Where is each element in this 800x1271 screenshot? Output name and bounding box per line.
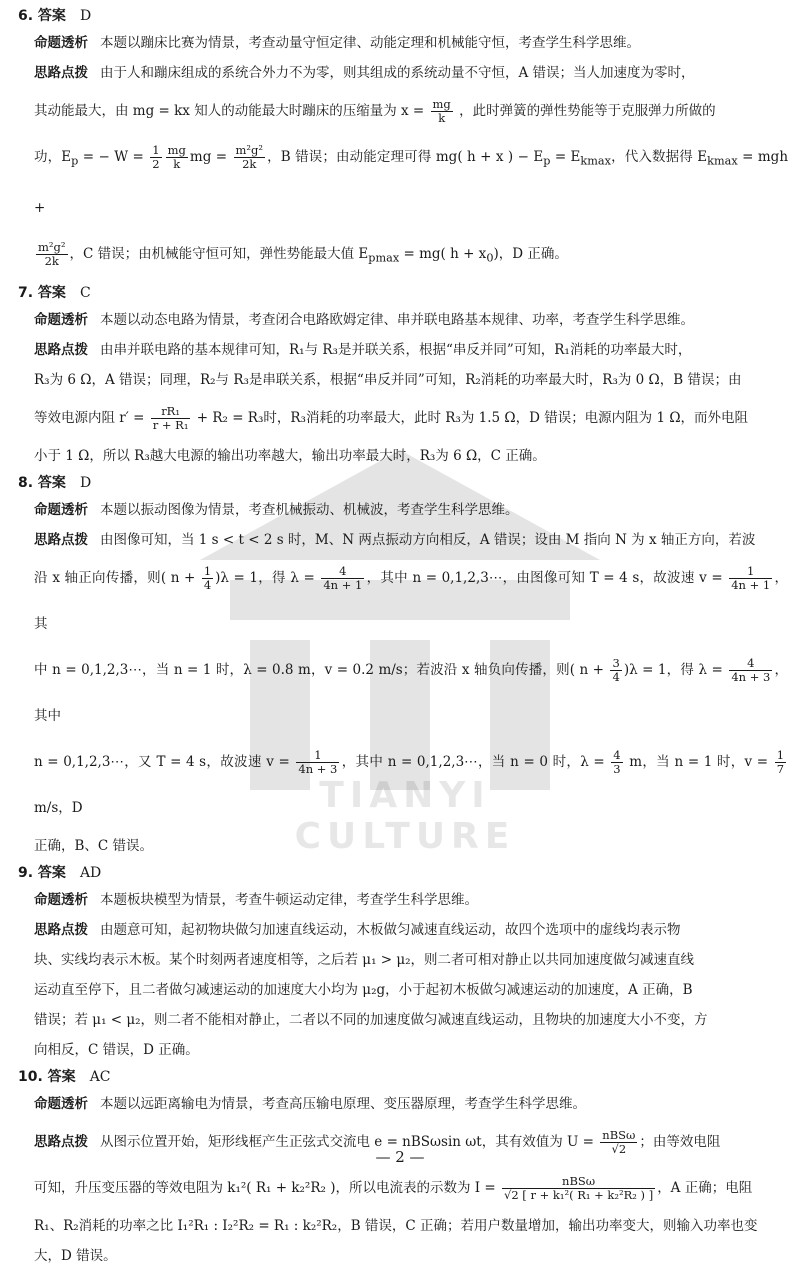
fraction-m2g2-over-2k	[234, 144, 266, 171]
q7-answer: C	[79, 285, 91, 302]
watermark-text: TIANYI CULTURE	[294, 775, 516, 857]
q8-hint-line4	[18, 739, 788, 831]
q10-heading	[18, 1065, 788, 1089]
frac-num: 1	[203, 564, 212, 579]
q8-hint-line5: 正确，B、C 错误。	[34, 838, 154, 855]
q9-hint-line4: 错误；若 μ₁ < μ₂，则二者不能相对静止，二者以不同的加速度做匀减速直线运动，且物块的加速度大小不变，方	[34, 1012, 708, 1029]
q6-analysis-label: 命题透析	[34, 35, 88, 51]
q9-analysis	[18, 885, 788, 915]
q8-text-2c: ，其中 n = 0,1,2,3⋯，由图像可知 T = 4 s，故波速 v =	[366, 570, 723, 587]
q10-analysis-text: 本题以远距离输电为情景，考查高压输电原理、变压器原理，考查学生科学思维。	[100, 1096, 586, 1113]
q8-number: 8. 答案	[18, 475, 66, 492]
q9-hint-line2: 块、实线均表示木板。某个时刻两者速度相等，之后若 μ₁ > μ₂，则二者可相对静止以共同加速度做匀减速直线	[34, 952, 695, 969]
q10-text-2b: ，A 正确；电阻	[657, 1180, 753, 1197]
q9-heading	[18, 861, 788, 885]
q8-text-3c: ，其中	[34, 662, 789, 725]
answer-content	[18, 4, 788, 1271]
q8-text-3b: )λ = 1，得 λ =	[623, 662, 723, 679]
frac-num: 1	[729, 565, 772, 579]
q10-text-1a: 从图示位置开始，矩形线框产生正弦式交流电 e = nBSωsin ωt，其有效值为 U =	[100, 1134, 594, 1151]
question-9	[18, 861, 788, 1065]
q6-text-3e: = E	[550, 149, 581, 165]
frac-num: 4	[729, 657, 772, 671]
q6-heading	[18, 4, 788, 28]
q6-text-4: ，C 错误；由机械能守恒可知，弹性势能最大值 E	[69, 245, 369, 262]
q7-analysis-label: 命题透析	[34, 312, 88, 329]
fraction-one-half	[150, 144, 161, 171]
fraction-4-3	[611, 749, 622, 776]
frac-den: 3	[613, 762, 621, 777]
q8-hint-line3	[18, 647, 788, 739]
frac-num: nBSω	[602, 1128, 636, 1143]
fraction-rR1	[151, 405, 191, 432]
q8-analysis-label: 命题透析	[34, 502, 88, 519]
frac-den: 7	[776, 762, 785, 777]
fraction-current	[502, 1175, 655, 1202]
fraction-4-4n3	[729, 657, 772, 684]
q6-analysis	[18, 28, 788, 58]
q7-hint	[18, 335, 788, 365]
q6-text-4b: = mg( h + x	[399, 245, 487, 262]
fraction-mg-over-k	[431, 98, 453, 125]
q6-text-2b: ，此时弹簧的弹性势能等于克服弹力所做的	[459, 103, 716, 119]
frac-den: √2 [ r + k₁²( R₁ + k₂²R₂ ) ]	[504, 1188, 654, 1203]
q9-hint-line3: 运动直至停下，且二者做匀减速运动的加速度大小均为 μ₂g，小于起初木板做匀减速运动的加速度，A 正确，B	[34, 982, 693, 999]
q9-hint	[18, 915, 788, 945]
q7-hint-line2: R₃为 6 Ω，A 错误；同理，R₂与 R₃是串联关系，根据“串反并同”可知，R₂消耗的功率最大时，R₃为 0 Ω，B 错误；由	[34, 372, 742, 389]
frac-den: √2	[611, 1142, 627, 1157]
fraction-4-4n1	[321, 565, 364, 592]
sub-zero: 0	[486, 251, 494, 265]
q8-analysis	[18, 495, 788, 525]
q6-hint-line1: 由于人和蹦床组成的系统合外力不为零，则其组成的系统动量不守恒，A 错误；当人加速度为零时，	[100, 65, 695, 81]
page-number: — 2 —	[375, 1148, 425, 1166]
q8-hint-label: 思路点拨	[34, 532, 88, 549]
q10-analysis-label: 命题透析	[34, 1096, 88, 1113]
q8-answer: D	[79, 475, 92, 492]
q6-hint-line3	[18, 134, 788, 231]
frac-den: 2k	[44, 253, 59, 268]
question-8	[18, 471, 788, 861]
q7-analysis	[18, 305, 788, 335]
q6-text-3c: mg =	[189, 149, 228, 165]
q6-hint-line2	[18, 88, 788, 134]
fraction-1-4	[202, 565, 213, 592]
frac-num: mg	[432, 97, 451, 111]
frac-num: mg	[167, 143, 186, 157]
q9-hint-label: 思路点拨	[34, 922, 88, 939]
frac-den: 2k	[242, 157, 257, 171]
q8-analysis-text: 本题以振动图像为情景，考查机械振动、机械波，考查学生科学思维。	[100, 502, 519, 519]
frac-den: 4	[203, 578, 212, 593]
q7-text-3b: + R₂ = R₃时，R₃消耗的功率最大，此时 R₃为 1.5 Ω，D 错误；电源内阻为 1 Ω，而外电阻	[196, 410, 749, 427]
q6-text-3a: 功，E	[34, 149, 72, 165]
frac-den: 4n + 1	[731, 578, 771, 593]
q7-hint-label: 思路点拨	[34, 342, 88, 359]
q6-hint-line4	[18, 231, 788, 282]
q8-text-2b: )λ = 1，得 λ =	[215, 570, 315, 587]
frac-den: r + R₁	[152, 418, 189, 433]
q7-heading	[18, 281, 788, 305]
q8-text-4b: ，其中 n = 0,1,2,3⋯，当 n = 0 时，λ =	[341, 754, 605, 771]
q8-text-4a: n = 0,1,2,3⋯，又 T = 4 s，故波速 v =	[34, 754, 290, 771]
q8-hint	[18, 525, 788, 555]
sub-kmax: kmax	[707, 154, 738, 168]
q8-text-4d: m/s，D	[34, 800, 83, 817]
q7-hint-line4: 小于 1 Ω，所以 R₃越大电源的输出功率越大，输出功率最大时，R₃为 6 Ω，C 正确。	[34, 448, 546, 465]
q10-hint-line4: 大，D 错误。	[34, 1248, 117, 1265]
frac-den: k	[438, 111, 446, 125]
question-10	[18, 1065, 788, 1271]
sub-kmax: kmax	[580, 154, 611, 168]
question-6	[18, 4, 788, 281]
q9-hint-line1: 由题意可知，起初物块做匀加速直线运动，木板做匀减速直线运动，故四个选项中的虚线均表示物	[100, 922, 681, 939]
question-7	[18, 281, 788, 471]
q7-hint-line1: 由串并联电路的基本规律可知，R₁与 R₃是并联关系，根据“串反并同”可知，R₁消耗的功率最大时，	[100, 342, 692, 359]
q6-hint-label: 思路点拨	[34, 65, 88, 81]
fraction-mg-over-k-2	[166, 144, 188, 171]
fraction-1-4n1	[729, 565, 772, 592]
frac-num: 3	[612, 656, 620, 671]
q6-text-3b: = − W =	[78, 149, 144, 165]
q10-text-1b: ；由等效电阻	[639, 1134, 721, 1151]
q9-hint-line5: 向相反，C 错误，D 正确。	[34, 1042, 199, 1059]
frac-num: 4	[613, 748, 621, 763]
sub-p: p	[71, 154, 79, 168]
q9-answer: AD	[79, 865, 102, 882]
frac-num: nBSω	[502, 1175, 655, 1189]
q8-hint-line2	[18, 555, 788, 647]
q8-text-3a: 中 n = 0,1,2,3⋯，当 n = 1 时，λ = 0.8 m，v = 0.2 m/s；若波沿 x 轴负向传播，则( n +	[34, 662, 604, 679]
frac-den: 4n + 3	[298, 762, 338, 777]
sub-pmax: pmax	[368, 251, 400, 265]
q10-number: 10. 答案	[18, 1069, 76, 1086]
q9-number: 9. 答案	[18, 865, 66, 882]
q6-answer: D	[79, 8, 92, 24]
frac-num: 1	[296, 749, 339, 763]
q7-text-3a: 等效电源内阻 r′ =	[34, 410, 145, 427]
frac-num: 4	[321, 565, 364, 579]
q6-number: 6. 答案	[18, 8, 66, 24]
q6-hint	[18, 58, 788, 88]
frac-num: rR₁	[151, 405, 191, 419]
fraction-m2g2-over-2k-2	[36, 241, 68, 268]
frac-num: m²g²	[38, 239, 66, 254]
frac-num: m²g²	[235, 143, 264, 157]
frac-den: 4n + 3	[731, 670, 771, 685]
q6-text-2a: 其动能最大，由 mg = kx 知人的动能最大时蹦床的压缩量为 x =	[34, 103, 425, 119]
q6-analysis-text: 本题以蹦床比赛为情景，考查动量守恒定律、动能定理和机械能守恒，考查学生科学思维。	[100, 35, 640, 51]
q7-hint-line3	[18, 395, 788, 441]
q7-number: 7. 答案	[18, 285, 66, 302]
frac-den: 4n + 1	[323, 578, 363, 593]
q10-hint-label: 思路点拨	[34, 1134, 88, 1151]
q8-text-4c: m，当 n = 1 时，v =	[624, 754, 769, 771]
fraction-1-4n3	[296, 749, 339, 776]
frac-den: k	[173, 157, 181, 171]
q6-text-3d: ，B 错误；由动能定理可得 mg( h + x ) − E	[267, 149, 544, 165]
q8-hint-line1: 由图像可知，当 1 s < t < 2 s 时，M、N 两点振动方向相反，A 错误；设由 M 指向 N 为 x 轴正方向，若波	[100, 532, 756, 549]
q10-answer: AC	[89, 1069, 111, 1086]
q7-analysis-text: 本题以动态电路为情景，考查闭合电路欧姆定律、串并联电路基本规律、功率，考查学生科学思维。	[100, 312, 694, 329]
q9-analysis-label: 命题透析	[34, 892, 88, 909]
q10-hint-line3: R₁、R₂消耗的功率之比 I₁²R₁ : I₂²R₂ = R₁ : k₂²R₂，B 错误，C 正确；若用户数量增加，输出功率变大，则输入功率也变	[34, 1218, 758, 1235]
fraction-1-7	[775, 749, 786, 776]
q6-text-3g: = mgh +	[34, 149, 789, 216]
frac-num: 1	[776, 748, 785, 763]
q10-analysis	[18, 1089, 788, 1119]
q10-text-2a: 可知，升压变压器的等效电阻为 k₁²( R₁ + k₂²R₂ )，所以电流表的示数为 I =	[34, 1180, 496, 1197]
fraction-3-4	[610, 657, 621, 684]
frac-num: 1	[152, 143, 160, 157]
q8-text-2a: 沿 x 轴正向传播，则( n +	[34, 570, 196, 587]
q10-hint-line2	[18, 1165, 788, 1211]
q8-text-2d: ，其	[34, 570, 788, 633]
q9-analysis-text: 本题板块模型为情景，考查牛顿运动定律，考查学生科学思维。	[100, 892, 478, 909]
q8-heading	[18, 471, 788, 495]
q6-text-4c: )，D 正确。	[493, 245, 568, 262]
sub-p: p	[543, 154, 551, 168]
frac-den: 2	[152, 157, 160, 171]
frac-den: 4	[612, 670, 620, 685]
q6-text-3f: ，代入数据得 E	[610, 149, 708, 165]
